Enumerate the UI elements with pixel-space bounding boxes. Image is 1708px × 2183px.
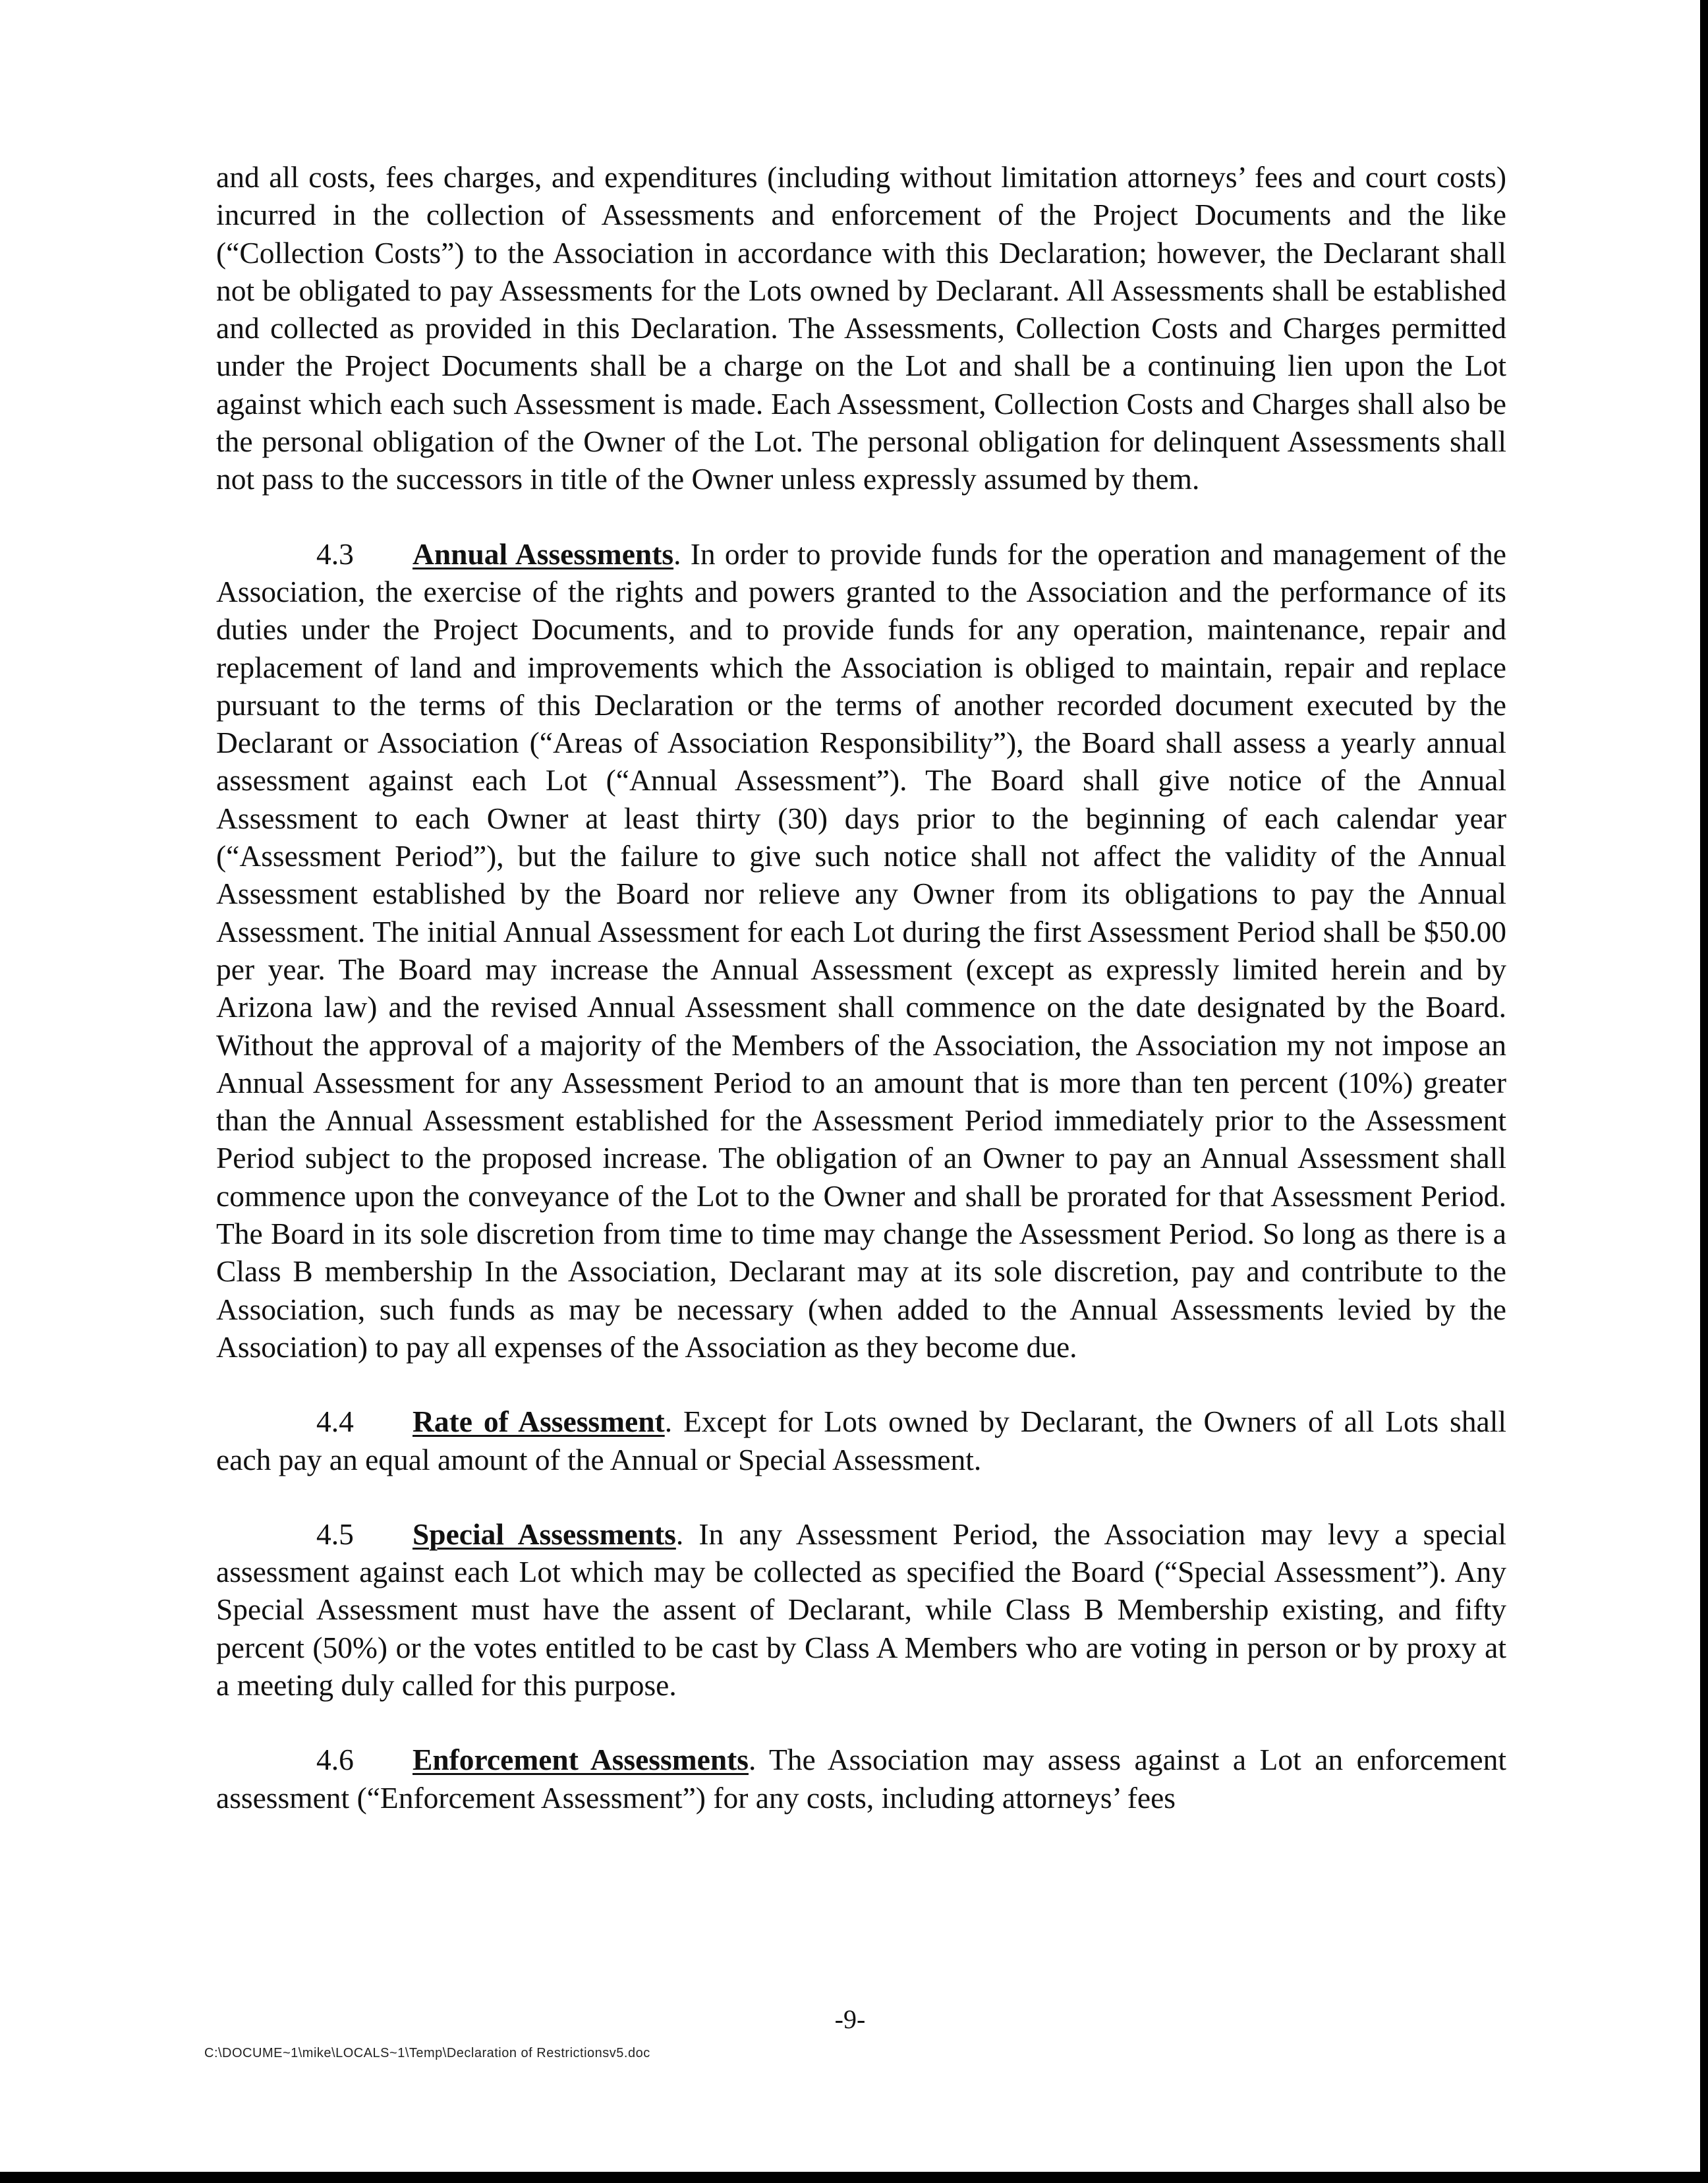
section-heading: Special Assessments <box>413 1517 676 1551</box>
section-number: 4.5 <box>316 1517 354 1551</box>
section-number: 4.3 <box>316 537 354 571</box>
continuation-paragraph: and all costs, fees charges, and expenditures (including without limitation attorneys’ fees and court costs) incurred in the collection of Assessments and enforcement of the Project Documents and the like (“Collection Costs”) to the Association in accordance with this Declaration; however, the Declarant shall not be obligated to pay Assessments for the Lots owned by Declarant. All Assessments shall be established and collected as provided in this Declaration. The Assessments, Collection Costs and Charges permitted under the Project Documents shall be a charge on the Lot and shall be a continuing lien upon the Lot against which each such Assessment is made. Each Assessment, Collection Costs and Charges shall also be the personal obligation of the Owner of the Lot. The personal obligation for delinquent Assessments shall not pass to the successors in title of the Owner unless expressly assumed by them. <box>216 160 1506 496</box>
section-text: . In order to provide funds for the operation and management of the Association, the exercise of the rights and powers granted to the Association and the performance of its duties under the Project Documents, and to provide funds for any operation, maintenance, repair and replacement of land and improvements which the Association is obliged to maintain, repair and replace pursuant to the terms of this Declaration or the terms of another recorded document executed by the Declarant or Association (“Areas of Association Responsibility”), the Board shall assess a yearly annual assessment against each Lot (“Annual Assessment”). The Board shall give notice of the Annual Assessment to each Owner at least thirty (30) days prior to the beginning of each calendar year (“Assessment Period”), but the failure to give such notice shall not affect the validity of the Annual Assessment established by the Board nor relieve any Owner from its obligations to pay the Annual Assessment. The initial Annual Assessment for each Lot during the first Assessment Period shall be $50.00 per year. The Board may increase the Annual Assessment (except as expressly limited herein and by Arizona law) and the revised Annual Assessment shall commence on the date designated by the Board. Without the approval of a majority of the Members of the Association, the Association my not impose an Annual Assessment for any Assessment Period to an amount that is more than ten percent (10%) greater than the Annual Assessment established for the Assessment Period immediately prior to the Assessment Period subject to the proposed increase. The obligation of an Owner to pay an Annual Assessment shall commence upon the conveyance of the Lot to the Owner and shall be prorated for that Assessment Period. The Board in its sole discretion from time to time may change the Assessment Period. So long as there is a Class B membership In the Association, Declarant may at its sole discretion, pay and contribute to the Association, such funds as may be necessary (when added to the Annual Assessments levied by the Association) to pay all expenses of the Association as they become due. <box>216 537 1507 1364</box>
section-heading: Enforcement Assessments <box>413 1743 749 1777</box>
section-4-4 <box>216 1403 1506 1478</box>
section-heading: Rate of Assessment <box>413 1405 665 1439</box>
section-number: 4.6 <box>316 1743 354 1777</box>
section-text: . The Association may assess against a Lot an enforcement assessment (“Enforcement Assessment”) for any costs, including attorneys’ fees <box>216 1743 1506 1815</box>
footer-file-path: C:\DOCUME~1\mike\LOCALS~1\Temp\Declaration of Restrictionsv5.doc <box>204 2046 650 2060</box>
document-body <box>216 158 1506 1817</box>
section-4-5 <box>216 1515 1506 1704</box>
section-4-6 <box>216 1741 1506 1817</box>
section-heading: Annual Assessments <box>413 537 674 571</box>
page-number: -9- <box>834 2004 866 2034</box>
section-4-3 <box>216 535 1506 1366</box>
section-number: 4.4 <box>316 1405 354 1439</box>
section-text: . Except for Lots owned by Declarant, the Owners of all Lots shall each pay an equal amount of the Annual or Special Assessment. <box>216 1405 1506 1476</box>
section-text: . In any Assessment Period, the Association may levy a special assessment against each Lot which may be collected as specified the Board (“Special Assessment”). Any Special Assessment must have the assent of Declarant, while Class B Membership existing, and fifty percent (50%) or the votes entitled to be cast by Class A Members who are voting in person or by proxy at a meeting duly called for this purpose. <box>216 1517 1506 1702</box>
